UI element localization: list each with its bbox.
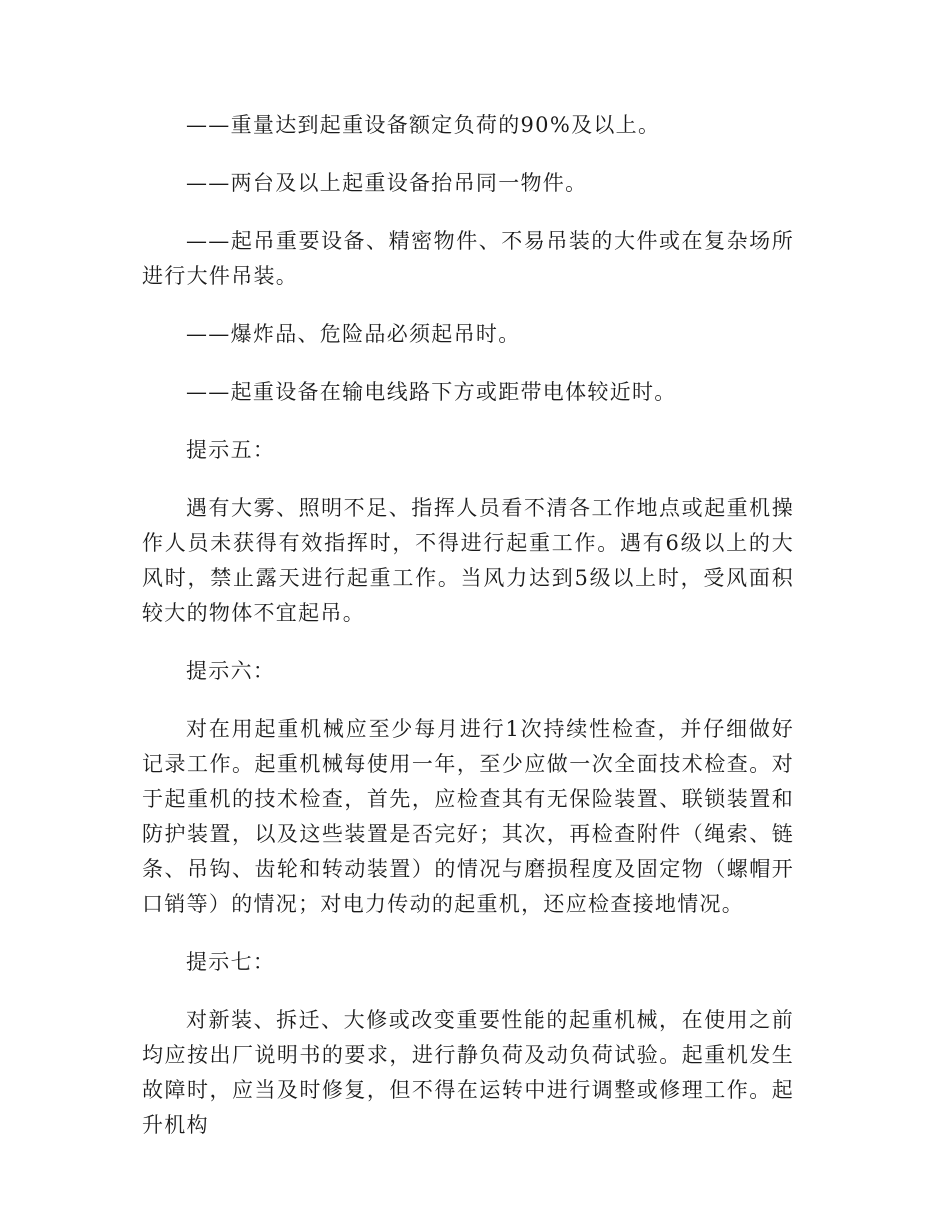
section-heading-tip-5: 提示五： <box>186 438 276 462</box>
paragraph-tip-5: 遇有大雾、照明不足、指挥人员看不清各工作地点或起重机操作人员未获得有效指挥时，不得进行起重工作。遇有6级以上的大风时，禁止露天进行起重工作。当风力达到5级以上时，受风面积较大的物体不宜起吊。 <box>142 496 794 625</box>
paragraph-tip-6: 对在用起重机械应至少每月进行1次持续性检查，并仔细做好记录工作。起重机械每使用一年，至少应做一次全面技术检查。对于起重机的技术检查，首先，应检查其有无保险装置、联锁装置和防护装置，以及这些装置是否完好；其次，再检查附件（绳索、链条、吊钩、齿轮和转动装置）的情况与磨损程度及固定物（螺帽开口销等）的情况；对电力传动的起重机，还应检查接地情况。 <box>142 717 794 916</box>
paragraph-tip-7: 对新装、拆迁、大修或改变重要性能的起重机械，在使用之前均应按出厂说明书的要求，进行静负荷及动负荷试验。起重机发生故障时，应当及时修复，但不得在运转中进行调整或修理工作。起升机构 <box>142 1008 794 1137</box>
list-item-two-cranes: ——两台及以上起重设备抬吊同一物件。 <box>186 171 588 195</box>
document-body <box>142 108 794 1166</box>
section-heading-tip-6: 提示六： <box>186 659 276 683</box>
list-item-important-equipment: ——起吊重要设备、精密物件、不易吊装的大件或在复杂场所进行大件吊装。 <box>142 229 794 288</box>
list-item-load-90-percent: ——重量达到起重设备额定负荷的90%及以上。 <box>186 113 661 137</box>
section-heading-tip-7: 提示七： <box>186 950 276 974</box>
list-item-explosives: ——爆炸品、危险品必须起吊时。 <box>186 322 521 346</box>
list-item-power-lines: ——起重设备在输电线路下方或距带电体较近时。 <box>186 380 677 404</box>
